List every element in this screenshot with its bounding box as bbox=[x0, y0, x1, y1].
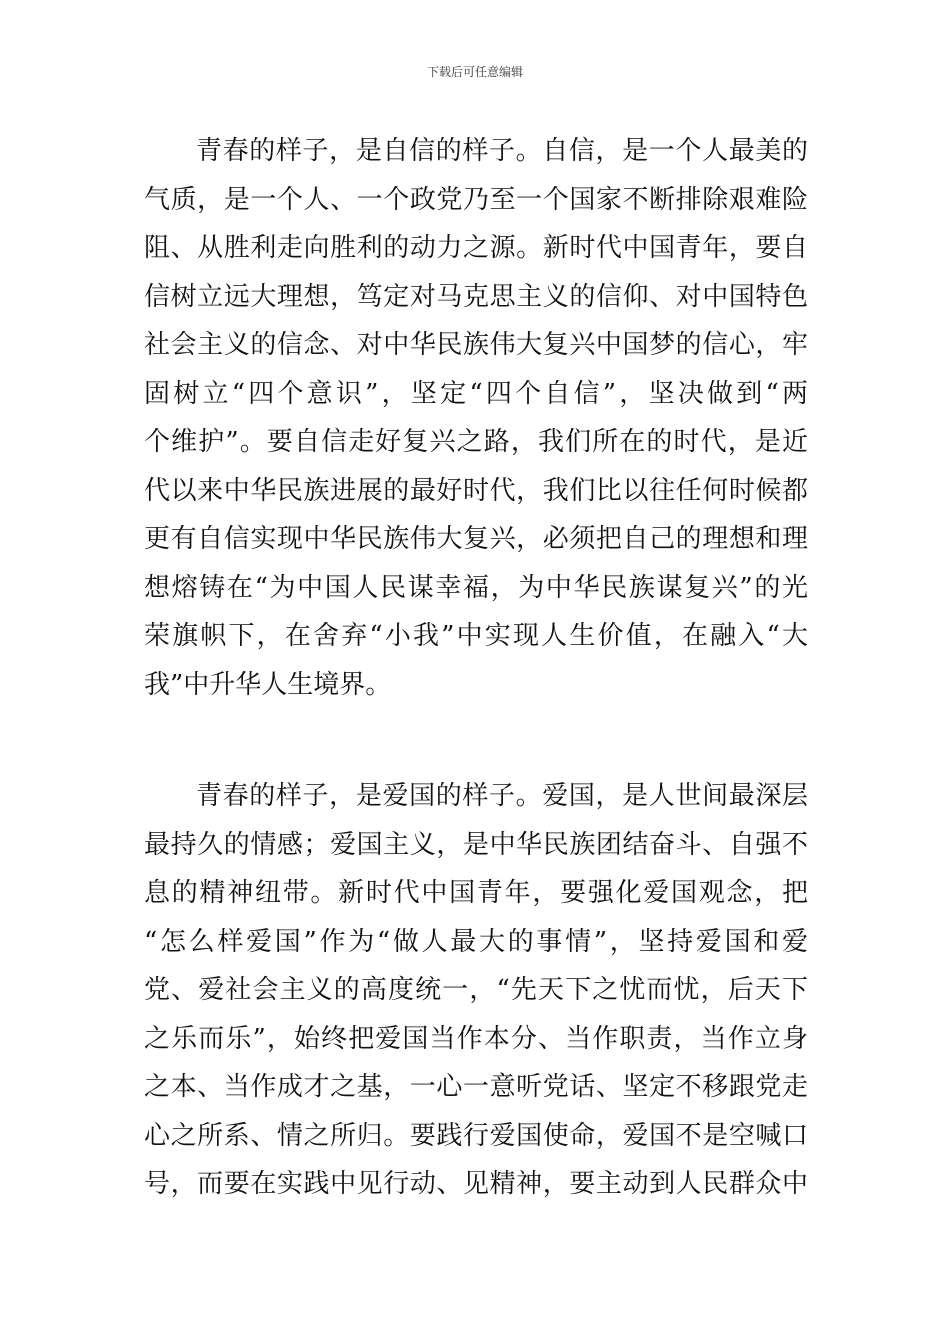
paragraph-line: 心之所系、情之所归。要践行爱国使命，爱国不是空喊口 bbox=[144, 1120, 808, 1151]
paragraph-line: 之乐而乐”，始终把爱国当作本分、当作职责，当作立身 bbox=[144, 1023, 808, 1054]
paragraph-line: 号，而要在实践中见行动、见精神，要主动到人民群众中 bbox=[144, 1169, 808, 1199]
paragraph-line: 党、爱社会主义的高度统一，“先天下之忧而忧，后天下 bbox=[144, 975, 808, 1005]
paragraph-line: 信树立远大理想，笃定对马克思主义的信仰、对中国特色 bbox=[144, 281, 808, 312]
paragraph-line: 想熔铸在“为中国人民谋幸福，为中华民族谋复兴”的光 bbox=[144, 572, 808, 603]
paragraph-line: 气质，是一个人、一个政党乃至一个国家不断排除艰难险 bbox=[144, 184, 808, 215]
paragraph-line: 最持久的情感；爱国主义，是中华民族团结奋斗、自强不 bbox=[144, 829, 808, 860]
paragraph-line: 社会主义的信念、对中华民族伟大复兴中国梦的信心，牢 bbox=[144, 330, 808, 360]
paragraph-line: 荣旗帜下，在舍弃“小我”中实现人生价值，在融入“大 bbox=[144, 621, 808, 651]
paragraph-line: 息的精神纽带。新时代中国青年，要强化爱国观念，把 bbox=[144, 878, 808, 908]
page-header-note: 下载后可任意编辑 bbox=[426, 65, 523, 79]
paragraph-confidence bbox=[144, 127, 808, 709]
paragraph-line: 个维护”。要自信走好复兴之路，我们所在的时代，是近 bbox=[144, 427, 808, 457]
paragraph-line: 青春的样子，是爱国的样子。爱国，是人世间最深层 bbox=[196, 781, 808, 811]
paragraph-line: “怎么样爱国”作为“做人最大的事情”，坚持爱国和爱 bbox=[144, 926, 808, 957]
paragraph-line: 青春的样子，是自信的样子。自信，是一个人最美的 bbox=[196, 136, 808, 166]
paragraph-line: 固树立“四个意识”，坚定“四个自信”，坚决做到“两 bbox=[144, 378, 808, 409]
paragraph-line: 之本、当作成才之基，一心一意听党话、坚定不移跟党走 bbox=[144, 1072, 808, 1102]
paragraph-patriotism bbox=[144, 772, 808, 1209]
paragraph-line: 我”中升华人生境界。 bbox=[144, 669, 392, 700]
paragraph-line: 更有自信实现中华民族伟大复兴，必须把自己的理想和理 bbox=[144, 524, 808, 554]
paragraph-line: 阻、从胜利走向胜利的动力之源。新时代中国青年，要自 bbox=[144, 233, 808, 263]
paragraph-line: 代以来中华民族进展的最好时代，我们比以往任何时候都 bbox=[144, 475, 808, 506]
